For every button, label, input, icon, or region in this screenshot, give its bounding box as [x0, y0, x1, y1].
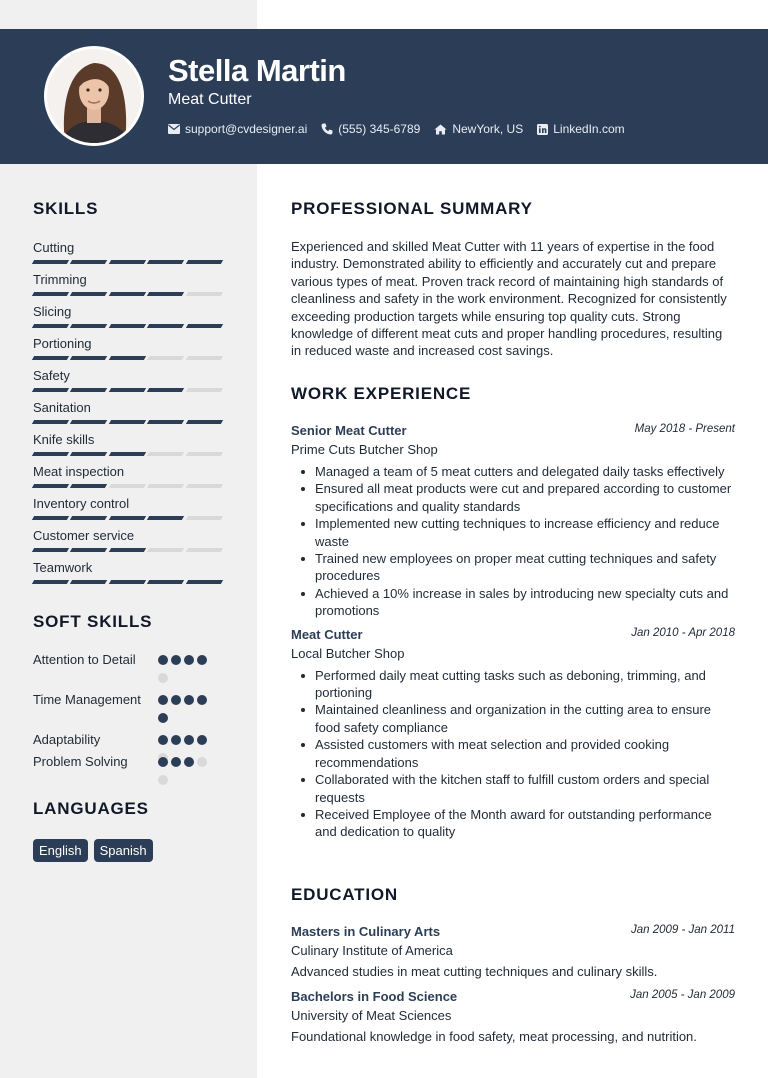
- contact-phone-text: (555) 345-6789: [338, 122, 421, 136]
- contact-email[interactable]: [168, 122, 307, 136]
- rating-dot: [184, 695, 194, 705]
- skill-level-segment: [147, 292, 185, 296]
- education-entry: [291, 924, 735, 979]
- contact-linkedin[interactable]: [537, 122, 624, 136]
- skill-level-segment: [32, 356, 70, 360]
- education-heading: EDUCATION: [291, 885, 398, 904]
- skill-level-segment: [109, 516, 147, 520]
- skill-level-segment: [147, 356, 185, 360]
- job-entry-bullets: [291, 463, 735, 620]
- skill-level-segment: [70, 388, 108, 392]
- skill-level-segment: [185, 452, 223, 456]
- bullet-item: Collaborated with the kitchen staff to fulfill custom orders and special requests: [291, 771, 735, 806]
- skill-label: Cutting: [33, 240, 75, 255]
- skill-level-segment: [109, 548, 147, 552]
- skill-level-bar: [33, 516, 222, 520]
- skills-heading: SKILLS: [33, 199, 99, 218]
- education-entry: [291, 989, 735, 1044]
- skill-level-segment: [70, 356, 108, 360]
- education-section: [291, 885, 735, 1044]
- bullet-item: Ensured all meat products were cut and prepared according to customer specifications and quality standards: [291, 480, 735, 515]
- linkedin-icon: [537, 124, 548, 135]
- rating-dot: [158, 775, 168, 785]
- education-school: Culinary Institute of America: [291, 943, 453, 958]
- skill-level-segment: [147, 388, 185, 392]
- contact-location: [434, 122, 523, 136]
- language-badge: Spanish: [94, 839, 153, 862]
- skill-level-segment: [70, 580, 108, 584]
- skill-level-segment: [32, 292, 70, 296]
- education-description: Advanced studies in meat cutting techniques and culinary skills.: [291, 964, 658, 979]
- soft-skills-list: [33, 651, 233, 775]
- job-title: Meat Cutter: [168, 91, 252, 108]
- rating-dot: [197, 655, 207, 665]
- skill-level-segment: [185, 388, 223, 392]
- skill-level-bar: [33, 420, 222, 424]
- job-entry-company: Prime Cuts Butcher Shop: [291, 442, 438, 457]
- rating-dot: [158, 713, 168, 723]
- skills-section: [33, 199, 233, 591]
- education-date: Jan 2005 - Jan 2009: [630, 989, 735, 1001]
- skill-label: Knife skills: [33, 432, 95, 447]
- soft-skill-rating: [158, 757, 214, 785]
- soft-skill-label: Attention to Detail: [33, 652, 136, 667]
- skill-level-bar: [33, 452, 222, 456]
- skill-level-segment: [147, 516, 185, 520]
- rating-dot: [158, 695, 168, 705]
- skill-level-segment: [109, 420, 147, 424]
- bullet-item: Implemented new cutting techniques to increase efficiency and reduce waste: [291, 515, 735, 550]
- contact-email-text: support@cvdesigner.ai: [185, 122, 308, 136]
- bullet-item: Assisted customers with meat selection and provided cooking recommendations: [291, 736, 735, 771]
- skill-level-segment: [32, 548, 70, 552]
- skill-label: Sanitation: [33, 400, 91, 415]
- skill-level-segment: [185, 292, 223, 296]
- skill-level-bar: [33, 580, 222, 584]
- language-list: [33, 839, 233, 862]
- rating-dot: [184, 757, 194, 767]
- soft-skill-rating: [158, 655, 214, 683]
- profile-photo: [44, 46, 144, 146]
- skill-level-segment: [70, 548, 108, 552]
- skill-level-segment: [70, 420, 108, 424]
- skill-row: [33, 431, 233, 463]
- skill-level-segment: [185, 516, 223, 520]
- rating-dot: [158, 735, 168, 745]
- job-entry: [291, 423, 735, 620]
- rating-dot: [197, 735, 207, 745]
- skill-level-segment: [70, 452, 108, 456]
- rating-dot: [171, 757, 181, 767]
- skill-row: [33, 335, 233, 367]
- soft-skill-row: [33, 731, 233, 753]
- skill-level-bar: [33, 548, 222, 552]
- skill-level-bar: [33, 484, 222, 488]
- home-icon: [434, 124, 447, 135]
- bullet-item: Managed a team of 5 meat cutters and delegated daily tasks effectively: [291, 463, 735, 480]
- skill-row: [33, 303, 233, 335]
- candidate-name: Stella Martin: [168, 53, 346, 88]
- soft-skill-label: Time Management: [33, 692, 141, 707]
- skill-level-segment: [185, 484, 223, 488]
- soft-skill-label: Problem Solving: [33, 754, 128, 769]
- skill-level-segment: [32, 484, 70, 488]
- rating-dot: [171, 655, 181, 665]
- soft-skill-row: [33, 753, 233, 775]
- skill-label: Slicing: [33, 304, 72, 319]
- phone-icon: [321, 123, 333, 135]
- skill-label: Safety: [33, 368, 70, 383]
- skill-row: [33, 495, 233, 527]
- skill-level-segment: [185, 260, 223, 264]
- skill-level-segment: [147, 580, 185, 584]
- soft-skill-label: Adaptability: [33, 732, 101, 747]
- skill-level-segment: [32, 452, 70, 456]
- education-degree: Bachelors in Food Science: [291, 989, 458, 1004]
- languages-heading: LANGUAGES: [33, 799, 149, 818]
- skill-label: Portioning: [33, 336, 92, 351]
- job-entry-bullets: [291, 667, 735, 841]
- skill-level-bar: [33, 324, 222, 328]
- skill-level-segment: [147, 260, 185, 264]
- job-entry-title: Meat Cutter: [291, 626, 363, 642]
- soft-skill-row: [33, 691, 233, 731]
- soft-skills-heading: SOFT SKILLS: [33, 612, 153, 631]
- skill-level-segment: [109, 260, 147, 264]
- bullet-item: Achieved a 10% increase in sales by introducing new specialty cuts and promotions: [291, 585, 735, 620]
- skill-level-segment: [70, 324, 108, 328]
- rating-dot: [158, 655, 168, 665]
- rating-dot: [184, 655, 194, 665]
- skill-level-segment: [32, 580, 70, 584]
- skill-level-segment: [109, 356, 147, 360]
- rating-dot: [158, 673, 168, 683]
- skill-row: [33, 367, 233, 399]
- skill-level-segment: [32, 420, 70, 424]
- skill-level-segment: [185, 580, 223, 584]
- rating-dot: [158, 757, 168, 767]
- rating-dot: [197, 757, 207, 767]
- rating-dot: [197, 695, 207, 705]
- contact-location-text: NewYork, US: [452, 122, 524, 136]
- skill-level-segment: [147, 452, 185, 456]
- language-badge: English: [33, 839, 88, 862]
- skill-level-segment: [32, 516, 70, 520]
- skill-level-bar: [33, 388, 222, 392]
- skill-level-segment: [185, 420, 223, 424]
- skill-level-segment: [185, 356, 223, 360]
- skill-row: [33, 527, 233, 559]
- summary-text: Experienced and skilled Meat Cutter with 11 years of expertise in the food industry. Demonstrated ability to efficiently and accurately cut and prepare various types of meat. Proven track record of maintaining high standards of cleanliness and safety in the work environment. Recognized for consistently exceeding production targets while ensuring top quality cuts. Strong knowledge of different meat cuts and proper handling procedures, resulting in reduced waste and increased cost savings.: [291, 239, 727, 359]
- summary-section: [291, 199, 735, 360]
- education-degree: Masters in Culinary Arts: [291, 924, 441, 939]
- skill-row: [33, 463, 233, 495]
- skill-level-segment: [147, 484, 185, 488]
- job-entry-date: Jan 2010 - Apr 2018: [631, 626, 735, 639]
- bullet-item: Performed daily meat cutting tasks such as deboning, trimming, and portioning: [291, 667, 735, 702]
- job-entry: [291, 627, 735, 841]
- soft-skill-rating: [158, 695, 214, 723]
- skill-level-segment: [32, 324, 70, 328]
- skill-row: [33, 271, 233, 303]
- skill-level-bar: [33, 356, 222, 360]
- skill-level-segment: [70, 516, 108, 520]
- contact-linkedin-text: LinkedIn.com: [553, 122, 625, 136]
- rating-dot: [184, 735, 194, 745]
- skills-list: [33, 239, 233, 591]
- skill-label: Customer service: [33, 528, 135, 543]
- mail-icon: [168, 124, 180, 134]
- skill-label: Inventory control: [33, 496, 130, 511]
- bullet-item: Maintained cleanliness and organization in the cutting area to ensure food safety compliance: [291, 701, 735, 736]
- contact-phone[interactable]: [321, 122, 420, 136]
- skill-level-segment: [32, 388, 70, 392]
- soft-skill-row: [33, 651, 233, 691]
- skill-level-segment: [70, 260, 108, 264]
- bullet-item: Received Employee of the Month award for outstanding performance and dedication to quality: [291, 806, 735, 841]
- education-description: Foundational knowledge in food safety, meat processing, and nutrition.: [291, 1029, 697, 1044]
- skill-level-segment: [185, 548, 223, 552]
- skill-label: Trimming: [33, 272, 87, 287]
- skill-label: Teamwork: [33, 560, 93, 575]
- skill-level-segment: [147, 548, 185, 552]
- experience-heading: WORK EXPERIENCE: [291, 384, 472, 403]
- skill-row: [33, 239, 233, 271]
- job-entry-title: Senior Meat Cutter: [291, 423, 407, 438]
- skill-level-segment: [109, 484, 147, 488]
- skill-level-segment: [109, 292, 147, 296]
- skill-level-segment: [185, 324, 223, 328]
- skill-level-segment: [109, 388, 147, 392]
- skill-level-segment: [109, 580, 147, 584]
- skill-level-segment: [32, 260, 70, 264]
- job-entry-date: May 2018 - Present: [634, 423, 735, 435]
- rating-dot: [171, 695, 181, 705]
- skill-row: [33, 559, 233, 591]
- skill-level-segment: [70, 292, 108, 296]
- contact-bar: [168, 122, 625, 136]
- education-school: University of Meat Sciences: [291, 1008, 452, 1023]
- skill-level-segment: [147, 324, 185, 328]
- education-date: Jan 2009 - Jan 2011: [630, 924, 735, 936]
- skill-level-segment: [109, 452, 147, 456]
- skill-label: Meat inspection: [33, 464, 125, 479]
- skill-level-segment: [147, 420, 185, 424]
- rating-dot: [171, 735, 181, 745]
- skill-level-bar: [33, 260, 222, 264]
- skill-level-segment: [70, 484, 108, 488]
- summary-heading: PROFESSIONAL SUMMARY: [291, 199, 533, 218]
- bullet-item: Trained new employees on proper meat cutting techniques and safety procedures: [291, 550, 735, 585]
- soft-skills-section: [33, 612, 233, 775]
- experience-section: [291, 384, 735, 841]
- skill-row: [33, 399, 233, 431]
- languages-section: [33, 799, 233, 862]
- job-entry-company: Local Butcher Shop: [291, 645, 405, 661]
- skill-level-segment: [109, 324, 147, 328]
- skill-level-bar: [33, 292, 222, 296]
